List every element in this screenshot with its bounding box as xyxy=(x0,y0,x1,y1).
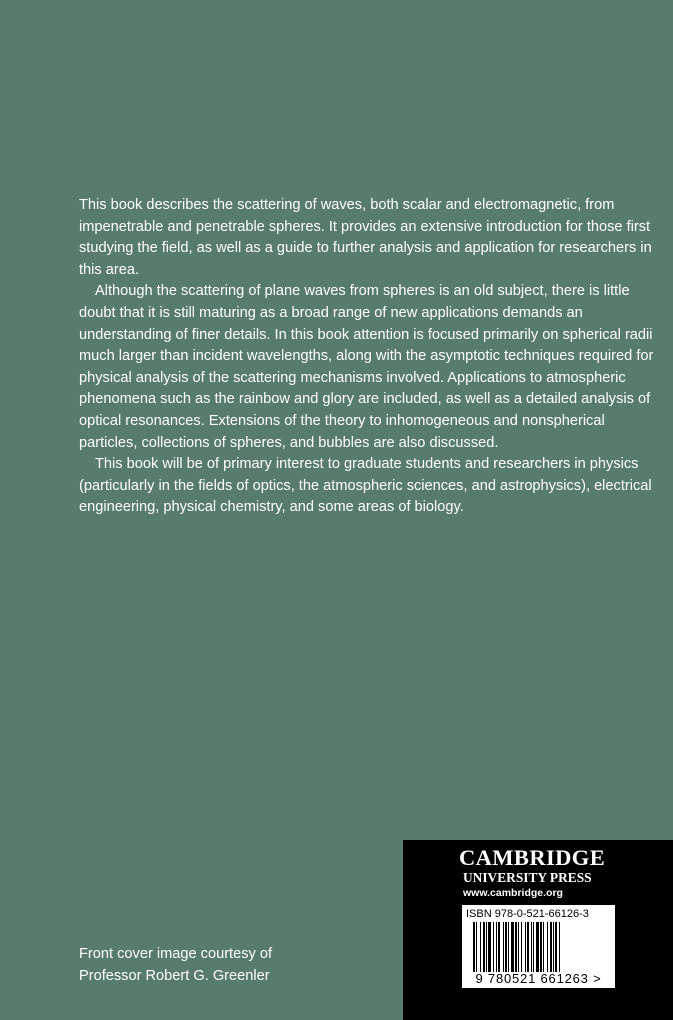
cover-image-credit xyxy=(79,944,272,987)
credit-line-1: Front cover image courtesy of xyxy=(79,946,273,962)
publisher-logo-name: CAMBRIDGE xyxy=(459,845,606,870)
description-paragraph-3: This book will be of primary interest to graduate students and researchers in physics (particularly in the fields of optics, the atmospheric sciences, and astrophysics), electrical engineering, physical chemistry, and some areas of biology. xyxy=(79,456,652,516)
back-cover-description xyxy=(79,195,654,519)
publisher-website: www.cambridge.org xyxy=(463,887,563,899)
credit-line-2: Professor Robert G. Greenler xyxy=(79,967,270,984)
barcode-digits: 9 780521 661263 > xyxy=(475,971,602,986)
barcode-icon xyxy=(473,922,604,972)
isbn-label: ISBN 978-0-521-66126-3 xyxy=(466,908,589,920)
publisher-logo-subtitle: UNIVERSITY PRESS xyxy=(463,870,592,885)
publisher-panel xyxy=(403,840,673,1020)
barcode-box xyxy=(462,905,615,988)
description-paragraph-1: This book describes the scattering of waves, both scalar and electromagnetic, from impenetrable and penetrable spheres. It provides an extensive introduction for those first studying the field, as well as a guide to further analysis and application for researchers in this area. xyxy=(79,197,652,278)
description-paragraph-2: Although the scattering of plane waves from spheres is an old subject, there is little doubt that it is still maturing as a broad range of new applications demands an understanding of finer details. In this book attention is focused primarily on spherical radii much larger than incident wavelengths, along with the asymptotic techniques required for physical analysis of the scattering mechanisms involved. Applications to atmospheric phenomena such as the rainbow and glory are included, as well as a detailed analysis of optical resonances. Extensions of the theory to inhomogeneous and nonspherical particles, collections of spheres, and bubbles are also discussed. xyxy=(79,283,654,451)
